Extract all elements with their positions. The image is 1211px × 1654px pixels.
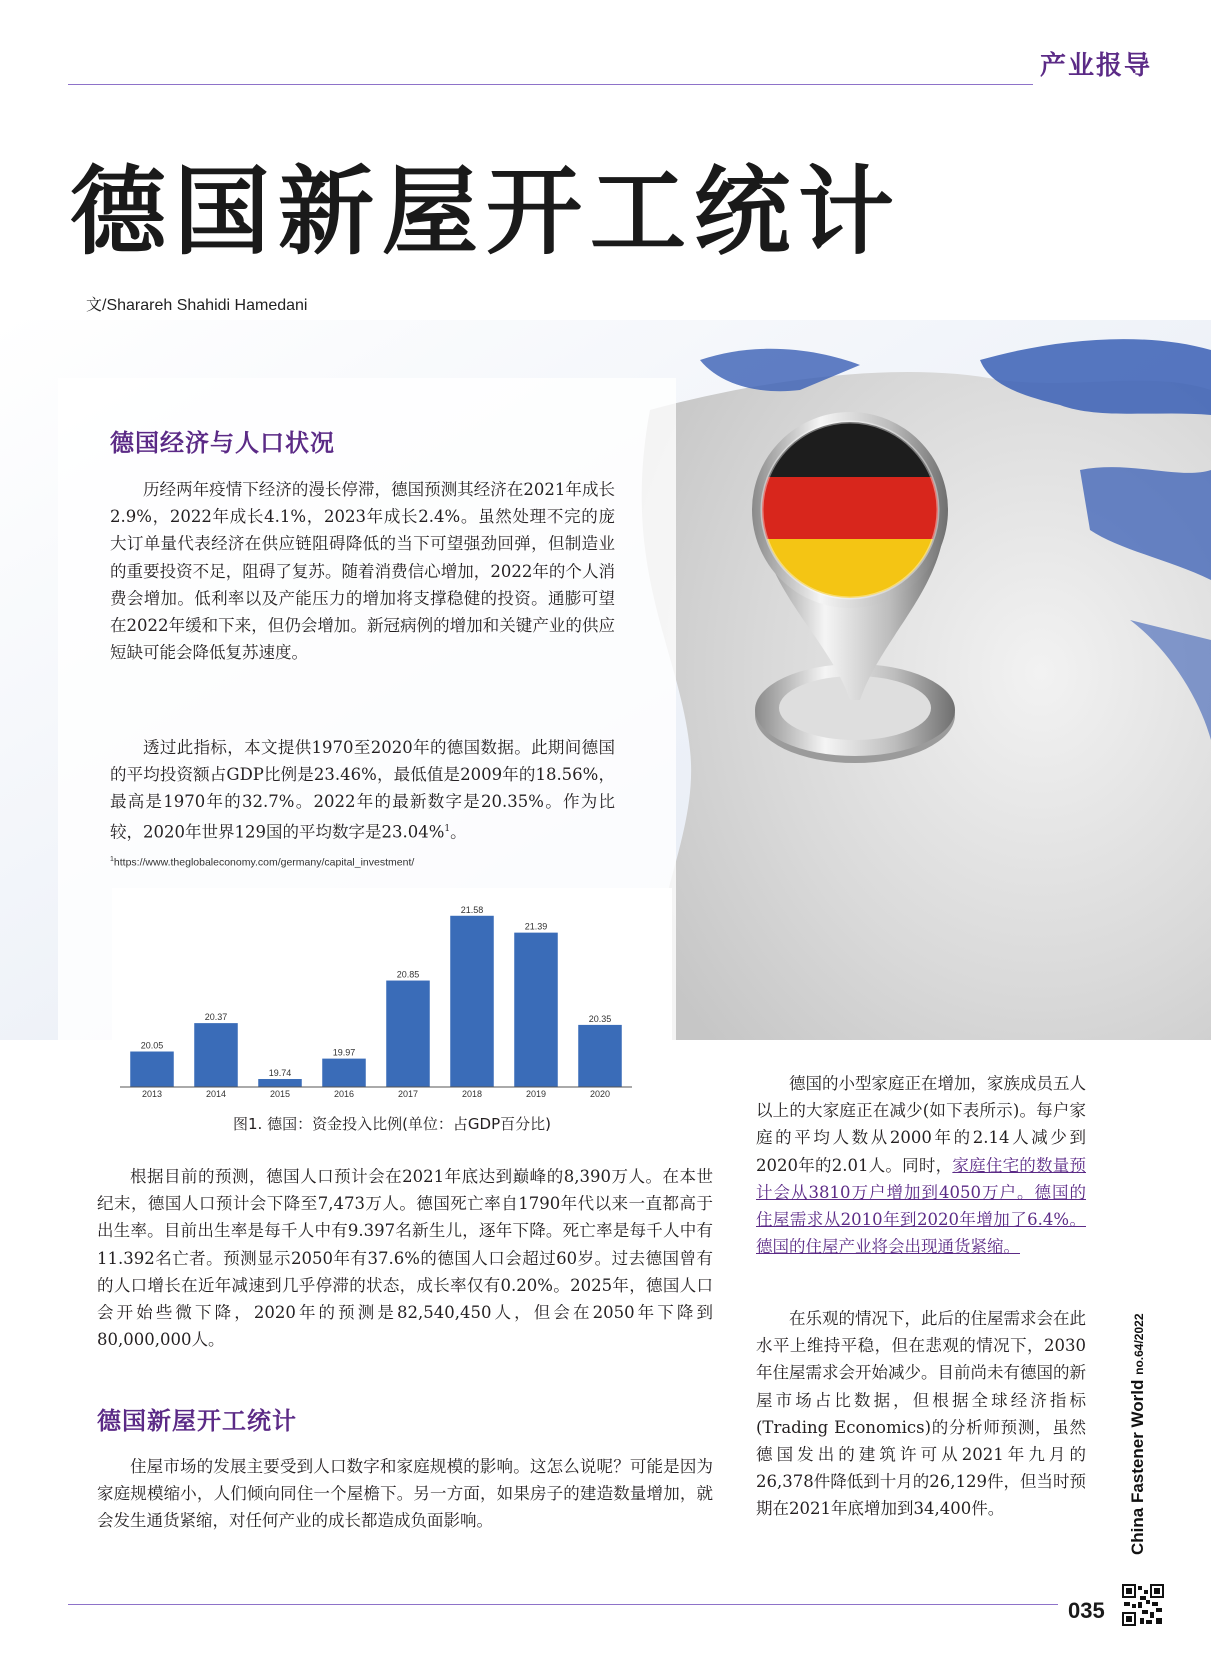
article-title: 德国新屋开工统计 (70, 156, 902, 268)
bottom-rule (68, 1604, 1058, 1605)
x-tick-label: 2014 (205, 1089, 227, 1099)
paragraph-investment (110, 734, 615, 845)
x-tick-label: 2020 (589, 1089, 611, 1099)
bar-2016 (322, 1059, 366, 1087)
bar-value-label: 20.05 (140, 1040, 164, 1051)
bar-2017 (386, 981, 430, 1087)
paragraph-population: 根据目前的预测，德国人口预计会在2021年底达到巅峰的8,390万人。在本世纪末，德国人口预计会下降至7,473万人。德国死亡率自1790年代以来一直都高于出生率。目前出生率是每千人中有9.397名新生儿，逐年下降。死亡率是每千人中有11.392名亡者。预测显示2050年有37.6%的德国人口会超过60岁。过去德国曾有的人口增长在近年减速到几乎停滞的状态，成长率仅有0.20%。2025年，德国人口会开始些微下降，2020年的预测是82,540,450人，但会在2050年下降到80,000,000人。 (97, 1167, 713, 1350)
paragraph-economy: 历经两年疫情下经济的漫长停滞，德国预测其经济在2021年成长2.9%，2022年成长4.1%，2023年成长2.4%。虽然处理不完的庞大订单量代表经济在供应链阻碍降低的当下可望强劲回弹，但制造业的重要投资不足，阻碍了复苏。随着消费信心增加，2022年的个人消费会增加。低利率以及产能压力的增加将支撑稳健的投资。通膨可望在2022年缓和下来，但仍会增加。新冠病例的增加和关键产业的供应短缺可能会降低复苏速度。 (110, 480, 615, 663)
x-tick-label: 2018 (461, 1089, 483, 1099)
top-rule (68, 84, 1033, 85)
x-tick-label: 2013 (141, 1089, 163, 1099)
footnote (110, 856, 414, 869)
bar-value-label: 21.39 (524, 921, 548, 932)
bar-2019 (514, 933, 558, 1087)
paragraph-household (756, 1070, 1086, 1260)
highlighted-text: 家庭住宅的数量预计会从3810万户增加到4050万户。德国的住屋需求从2010年到2020年增加了6.4%。德国的住屋产业将会出现通货紧缩。 (756, 1155, 1087, 1257)
x-tick-label: 2015 (269, 1089, 291, 1099)
qr-code-icon (1122, 1584, 1164, 1626)
bar-value-label: 21.58 (460, 904, 484, 915)
magazine-name: China Fastener World (1128, 1379, 1147, 1555)
paragraph-household-text: 德国的小型家庭正在增加，家族成员五人以上的大家庭正在减少(如下表所示)。每户家庭的平均人数从2000年的2.14人减少到2020年的2.01人。同时， (756, 1074, 1086, 1175)
paragraph-housing-market: 住屋市场的发展主要受到人口数字和家庭规模的影响。这怎么说呢？可能是因为家庭规模缩小，人们倾向同住一个屋檐下。另一方面，如果房子的建造数量增加，就会发生通货紧缩，对任何产业的成长都造成负面影响。 (97, 1457, 713, 1531)
bar-value-label: 19.74 (268, 1068, 292, 1079)
bar-2014 (194, 1023, 238, 1087)
bar-value-label: 20.85 (396, 969, 420, 980)
bar-2015 (258, 1079, 302, 1087)
chart-caption: 图1. 德国：资金投入比例(单位：占GDP百分比) (232, 1115, 551, 1133)
paragraph-investment-end: 。 (450, 822, 467, 842)
paragraph-outlook: 在乐观的情况下，此后的住屋需求会在此水平上维持平稳，但在悲观的情况下，2030年住屋需求会开始减少。目前尚未有德国的新屋市场占比数据，但根据全球经济指标(Trading Economics)的分析师预测，虽然德国发出的建筑许可从2021年九月的26,378件降低到十月的26,129件，但当时预期在2021年底增加到34,400件。 (756, 1309, 1086, 1519)
bar-value-label: 20.37 (204, 1012, 228, 1023)
bar-value-label: 20.35 (588, 1013, 612, 1024)
footnote-ref: 1 (444, 823, 451, 834)
x-tick-label: 2017 (397, 1089, 419, 1099)
footnote-mark: 1 (110, 856, 114, 863)
section-heading-economy: 德国经济与人口状况 (110, 429, 335, 457)
section-tag: 产业报导 (1040, 51, 1153, 81)
paragraph-investment-text: 透过此指标，本文提供1970至2020年的德国数据。此期间德国的平均投资额占GDP比例是23.46%，最低值是2009年的18.56%，最高是1970年的32.7%。2022年的最新数字是20.35%。作为比较，2020年世界129国的平均数字是23.04% (110, 738, 615, 842)
bar-2020 (578, 1025, 622, 1087)
x-tick-label: 2019 (525, 1089, 547, 1099)
bar-2018 (450, 916, 494, 1087)
section-heading-housing-starts: 德国新屋开工统计 (97, 1407, 297, 1435)
page-number: 035 (1068, 1598, 1105, 1623)
issue-number: no.64/2022 (1132, 1313, 1146, 1375)
magazine-side-label (1128, 1314, 1148, 1556)
byline: 文/Sharareh Shahidi Hamedani (86, 297, 308, 314)
footnote-url: https://www.theglobaleconomy.com/germany/capital_investment/ (113, 856, 415, 869)
investment-bar-chart (112, 888, 672, 1100)
x-tick-label: 2016 (333, 1089, 355, 1099)
bar-2013 (130, 1052, 174, 1087)
bar-value-label: 19.97 (332, 1047, 356, 1058)
